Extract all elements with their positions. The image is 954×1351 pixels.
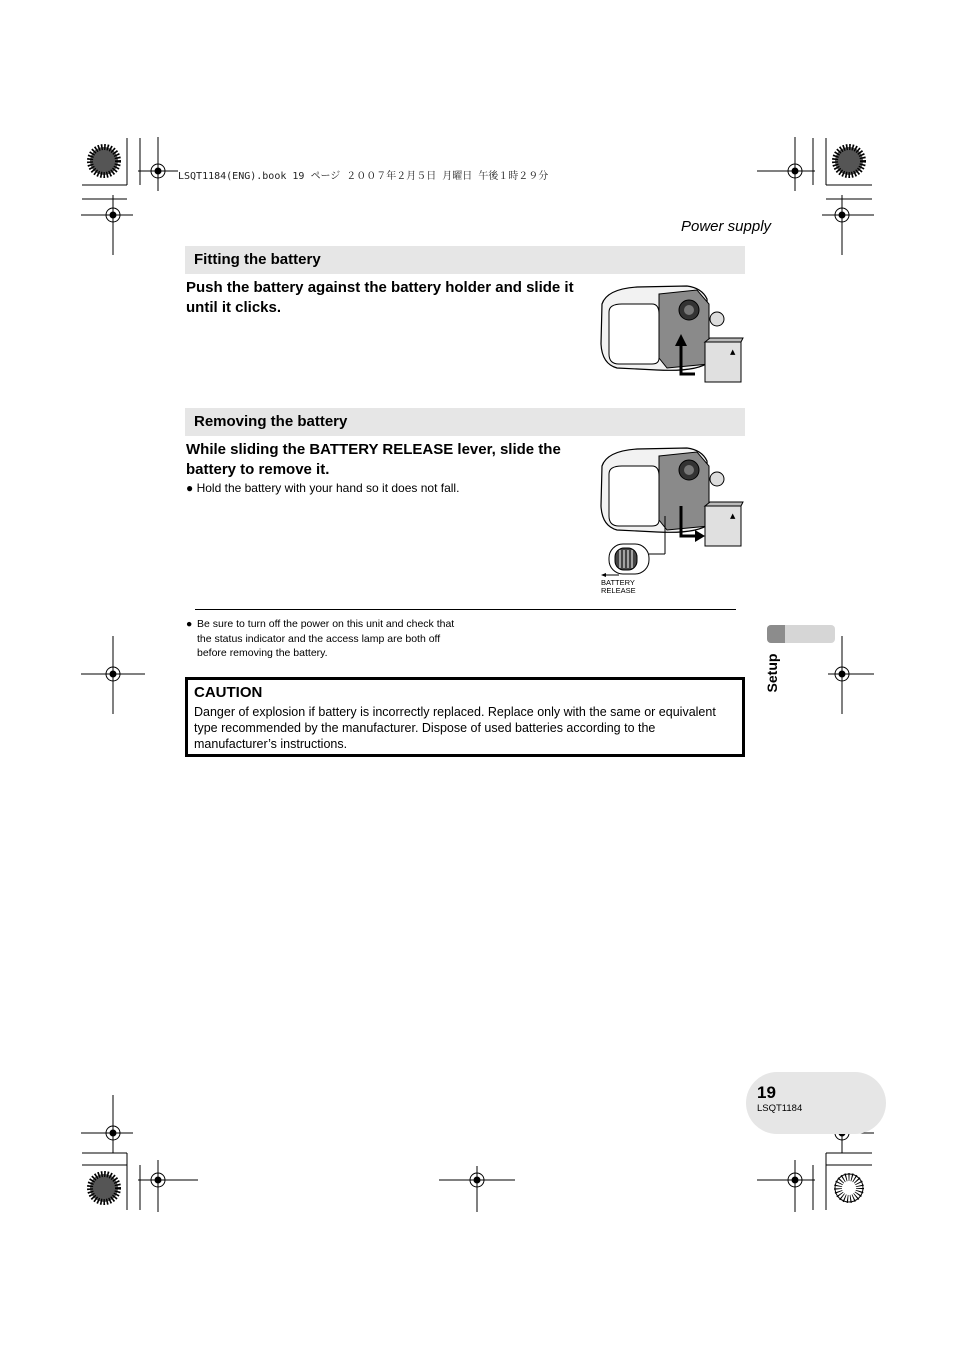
side-tab-label: Setup (764, 653, 780, 693)
removing-bullet-text: Hold the battery with your hand so it does not fall. (196, 481, 460, 495)
note-divider (195, 609, 736, 610)
removing-heading: Removing the battery (194, 413, 348, 430)
caution-heading: CAUTION (194, 684, 263, 701)
print-header: LSQT1184(ENG).book 19 ページ ２００７年２月５日 月曜日 午後１時２９分 (178, 171, 549, 182)
page-number: 19 (757, 1083, 776, 1102)
svg-text:▲: ▲ (730, 348, 736, 356)
document-code: LSQT1184 (757, 1103, 803, 1114)
section-title: Power supply (681, 218, 772, 235)
side-tab-marker (767, 625, 785, 643)
fitting-instruction: Push the battery against the battery holder and slide it until it clicks. (186, 279, 574, 316)
svg-text:▲: ▲ (730, 512, 736, 520)
fitting-heading-band (185, 246, 745, 274)
note-text: Be sure to turn off the power on this unit and check that the status indicator and the access lamp are both off before removing the battery. (197, 618, 455, 659)
removing-instruction: While sliding the BATTERY RELEASE lever, slide the battery to remove it. (186, 441, 561, 478)
camcorder-fitting-illustration (597, 284, 747, 384)
removing-bullet (186, 481, 586, 496)
removing-heading-band (185, 408, 745, 436)
bullet-marker: ● (186, 481, 194, 495)
battery-release-label (601, 579, 636, 595)
note-bullet: ● (186, 618, 193, 630)
battery-release-label-line2: RELEASE (601, 586, 636, 595)
camcorder-removing-illustration (597, 446, 747, 596)
caution-body: Danger of explosion if battery is incorrectly replaced. Replace only with the same or equivalent type recommended by the manufacturer. Dispose of used batteries according to the manufacturer’s instructions. (194, 705, 716, 751)
caution-box (185, 677, 745, 757)
battery-release-label-line1: BATTERY (601, 578, 635, 587)
fitting-heading: Fitting the battery (194, 251, 321, 268)
